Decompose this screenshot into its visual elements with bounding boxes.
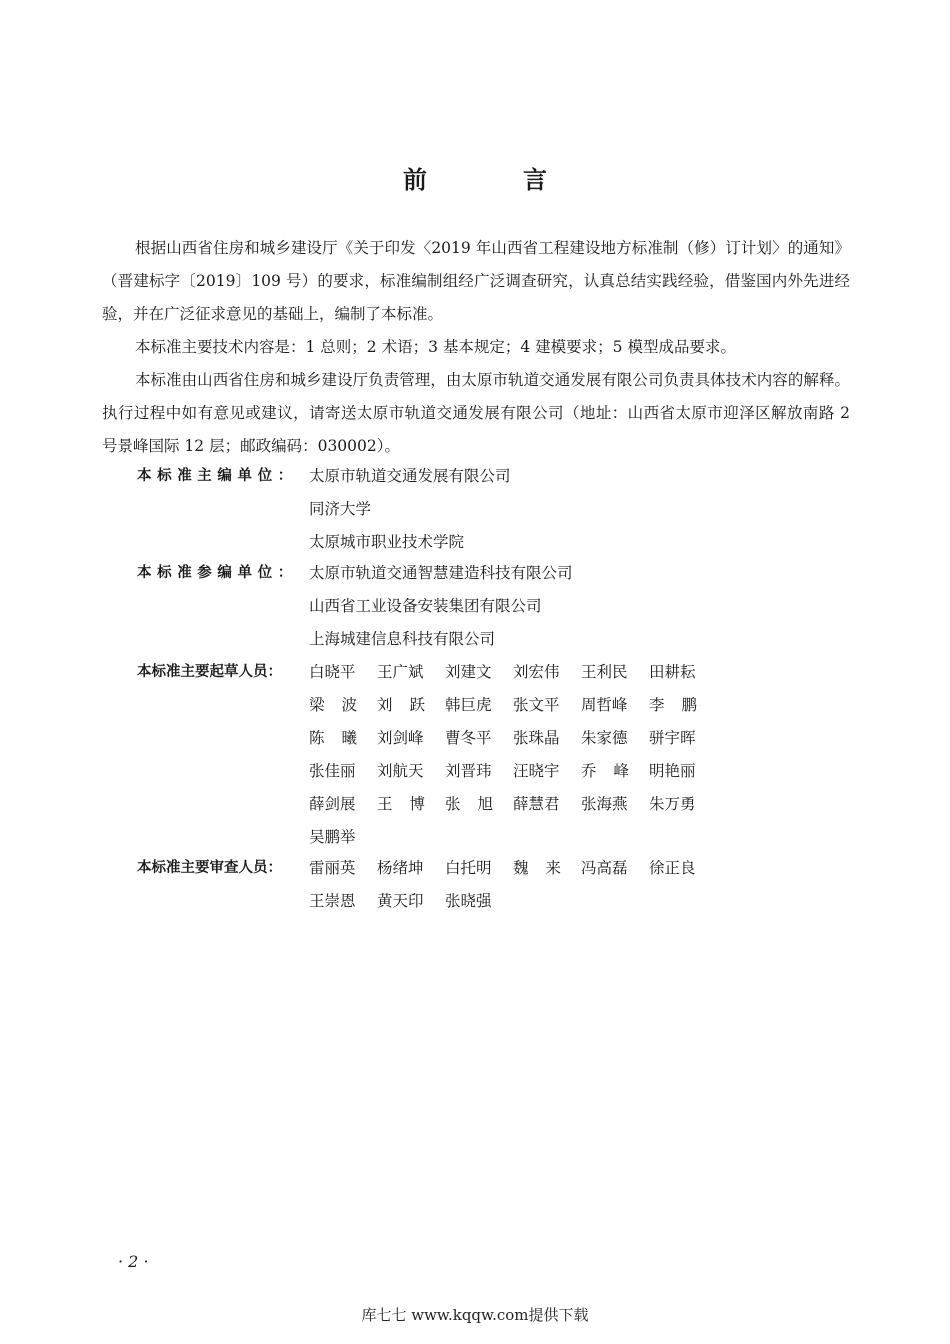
drafter-name: 刘跃: [377, 696, 443, 714]
paragraph-contents: 本标准主要技术内容是：1 总则；2 术语；3 基本规定；4 建模要求；5 模型成品要求。: [135, 338, 736, 356]
drafter-name: 张旭: [445, 795, 511, 813]
drafter-name: 王广斌: [377, 663, 424, 681]
drafter-name: 王利民: [581, 663, 628, 681]
chief-unit: 太原城市职业技术学院: [309, 533, 465, 551]
drafter-name: 刘晋玮: [445, 762, 492, 780]
name-row: [309, 656, 717, 689]
drafter-name: 刘建文: [445, 663, 492, 681]
reviewer-name: 杨绪坤: [377, 859, 424, 877]
drafter-name: 明艳丽: [649, 762, 696, 780]
chief-units-label: 本标准主编单位：: [137, 468, 298, 484]
name-row: [309, 788, 717, 821]
paragraph-management: 本标准由山西省住房和城乡建设厅负责管理，由太原市轨道交通发展有限公司负责具体技术内容的解释。执行过程中如有意见或建议，请寄送太原市轨道交通发展有限公司（地址：山西省太原市迎泽区解放南路 2 号景峰国际 12 层；邮政编码：030002）。: [102, 371, 850, 455]
name-row: [309, 821, 377, 854]
drafter-name: 吴鹏举: [309, 828, 356, 846]
participating-units-label: 本标准参编单位：: [137, 565, 298, 581]
drafter-name: 朱家德: [581, 729, 628, 747]
reviewers-section: [137, 852, 737, 918]
drafter-name: 刘航天: [377, 762, 424, 780]
participating-unit: 太原市轨道交通智慧建造科技有限公司: [309, 564, 573, 582]
chief-unit: 同济大学: [309, 500, 372, 518]
drafter-name: 薛剑展: [309, 795, 356, 813]
drafters-label: 本标准主要起草人员：: [137, 664, 282, 680]
reviewer-name: 王崇恩: [309, 892, 356, 910]
name-row: [309, 689, 717, 722]
drafter-name: 乔峰: [581, 762, 647, 780]
page-number: · 2 ·: [118, 1252, 149, 1271]
drafter-name: 白晓平: [309, 663, 356, 681]
reviewers-label: 本标准主要审查人员：: [137, 860, 282, 876]
drafter-name: 梁波: [309, 696, 375, 714]
drafter-name: 曹冬平: [445, 729, 492, 747]
name-row: [309, 755, 717, 788]
reviewer-name: 张晓强: [445, 892, 492, 910]
chief-unit: 太原市轨道交通发展有限公司: [309, 467, 511, 485]
drafters-section: [137, 656, 737, 854]
name-row: [309, 852, 717, 885]
name-row: [309, 722, 717, 755]
chief-units-section: [137, 460, 737, 559]
drafter-name: 刘宏伟: [513, 663, 560, 681]
drafter-name: 张海燕: [581, 795, 628, 813]
drafter-name: 薛慧君: [513, 795, 560, 813]
participating-units-section: [137, 557, 737, 656]
reviewer-name: 白托明: [445, 859, 492, 877]
drafter-name: 王博: [377, 795, 443, 813]
reviewer-name: 魏来: [513, 859, 579, 877]
drafter-name: 汪晓宇: [513, 762, 560, 780]
drafter-name: 张佳丽: [309, 762, 356, 780]
download-footer: 库七七 www.kqqw.com提供下载: [361, 1306, 589, 1324]
drafter-name: 韩巨虎: [445, 696, 492, 714]
drafter-name: 张文平: [513, 696, 560, 714]
reviewer-name: 雷丽英: [309, 859, 356, 877]
drafter-name: 陈曦: [309, 729, 375, 747]
reviewer-name: 徐正良: [649, 859, 696, 877]
drafter-name: 刘剑峰: [377, 729, 424, 747]
drafter-name: 李鹏: [649, 696, 715, 714]
reviewer-name: 冯高磊: [581, 859, 628, 877]
drafter-name: 周哲峰: [581, 696, 628, 714]
participating-unit: 上海城建信息科技有限公司: [309, 630, 496, 648]
reviewer-name: 黄天印: [377, 892, 424, 910]
drafter-name: 张珠晶: [513, 729, 560, 747]
drafter-name: 朱万勇: [649, 795, 696, 813]
participating-unit: 山西省工业设备安装集团有限公司: [309, 597, 542, 615]
name-row: [309, 885, 513, 918]
drafter-name: 田耕耘: [649, 663, 696, 681]
paragraph-background: 根据山西省住房和城乡建设厅《关于印发〈2019 年山西省工程建设地方标准制（修）订计划〉的通知》（晋建标字〔2019〕109 号）的要求，标准编制组经广泛调查研究，认真总结实践经验，借鉴国内外先进经验，并在广泛征求意见的基础上，编制了本标准。: [102, 239, 850, 323]
drafter-name: 骈宇晖: [649, 729, 696, 747]
page-title: 前 言: [403, 166, 583, 194]
